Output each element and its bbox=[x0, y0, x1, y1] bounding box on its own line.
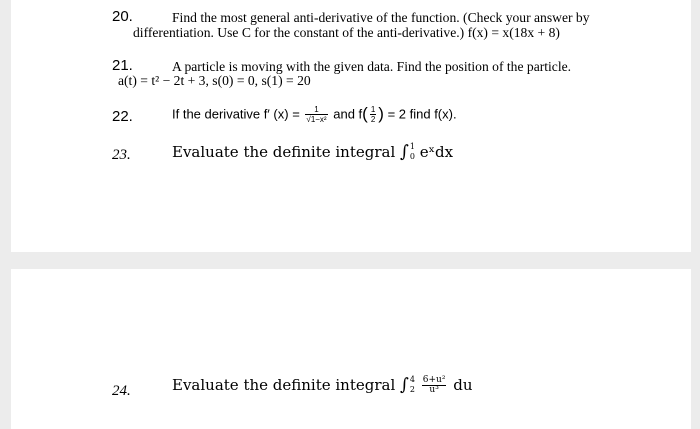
problem-23-statement bbox=[172, 142, 453, 162]
integral-sign: ∫ bbox=[400, 142, 409, 162]
problem-22-mid: and f bbox=[333, 106, 363, 122]
integral-sign: ∫ bbox=[400, 375, 409, 395]
derivative-denominator: √1−x² bbox=[306, 114, 327, 124]
argument-denominator: 2 bbox=[370, 114, 376, 124]
integrand-fraction bbox=[422, 376, 447, 395]
problem-22-number: 22. bbox=[112, 108, 133, 125]
problem-24-tail: du bbox=[453, 376, 473, 394]
problem-23-integrand: eˣdx bbox=[419, 143, 454, 161]
integral-limits bbox=[410, 142, 415, 162]
problem-20-number: 20. bbox=[112, 8, 133, 25]
problem-22-tail: = 2 find f(x). bbox=[387, 106, 457, 122]
problem-21-number: 21. bbox=[112, 57, 133, 74]
upper-limit: 1 bbox=[409, 142, 415, 151]
upper-limit: 4 bbox=[409, 375, 415, 384]
problem-23-lead: Evaluate the definite integral bbox=[172, 143, 396, 161]
problem-22-lead: If the derivative f′ (x) = bbox=[172, 106, 300, 122]
derivative-numerator: 1 bbox=[305, 105, 327, 115]
problem-21-line2: a(t) = t² − 2t + 3, s(0) = 0, s(1) = 20 bbox=[118, 73, 311, 88]
lower-limit: 2 bbox=[409, 385, 415, 394]
problem-24-lead: Evaluate the definite integral bbox=[172, 376, 396, 394]
integrand-denominator: u³ bbox=[429, 384, 439, 395]
problem-22-statement: If the derivative f′ (x) = $\frac{1}{\text{√1−x²}}$ and f( $\frac{1}{2}$ ) = 2 find f(x). bbox=[172, 104, 457, 124]
problem-23-number: 23. bbox=[112, 147, 131, 163]
problem-20-line1: Find the most general anti-derivative of the function. (Check your answer by bbox=[172, 10, 590, 25]
argument-fraction bbox=[370, 105, 376, 124]
integrand-numerator: 6+u² bbox=[422, 374, 446, 385]
problem-card-2 bbox=[11, 269, 691, 429]
problem-21-line1: A particle is moving with the given data. Find the position of the particle. bbox=[172, 59, 572, 74]
problem-24-statement bbox=[172, 375, 473, 395]
problem-card-1 bbox=[11, 0, 691, 252]
integral-limits bbox=[410, 375, 415, 395]
problem-24-number: 24. bbox=[112, 383, 131, 399]
argument-numerator: 1 bbox=[370, 104, 376, 114]
lower-limit: 0 bbox=[409, 152, 415, 161]
derivative-fraction bbox=[305, 105, 327, 124]
problem-20-line2: differentiation. Use C for the constant of the anti-derivative.) f(x) = x(18x + 8) bbox=[133, 25, 560, 40]
